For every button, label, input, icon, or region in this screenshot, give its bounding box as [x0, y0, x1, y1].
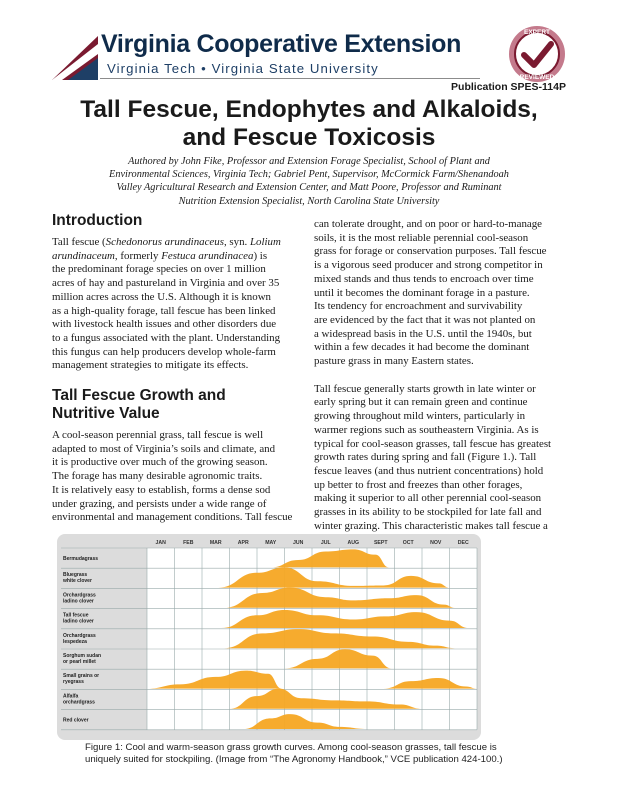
month-tick-label: JUL — [320, 540, 331, 546]
forage-row-label: or pearl millet — [63, 659, 96, 665]
month-tick-label: APR — [237, 540, 249, 546]
forage-row-label: orchardgrass — [63, 699, 95, 706]
left-column — [52, 212, 304, 525]
text-line — [52, 250, 304, 264]
text-line: growth rates during spring and fall (Figure 1.). Tall — [314, 451, 537, 464]
right-paragraph-2 — [314, 383, 568, 534]
text-line: within a few decades it had become the dominant — [314, 341, 530, 354]
forage-row-label: ryegrass — [63, 679, 84, 686]
text-line: pasture grass in many Eastern states. — [314, 355, 474, 368]
text-line — [52, 291, 304, 305]
text-segment: with livestock health issues and other disorders due — [52, 318, 277, 331]
author-line: Nutrition Extension Specialist, North Carolina State University — [178, 195, 440, 207]
caption-line: uniquely suited for stockpiling. (Image from “The Agronomy Handbook,” VCE publication 424-100.) — [85, 754, 503, 766]
text-segment: as a high-quality forage, tall fescue has been linked — [52, 304, 276, 317]
introduction-text — [52, 236, 304, 373]
text-line: can tolerate drought, and on poor or hard-to-manage — [314, 218, 543, 230]
brand-subtitle: Virginia Tech • Virginia State University — [107, 61, 379, 76]
text-line — [52, 346, 304, 360]
text-segment: Tall fescue ( — [52, 236, 106, 248]
text-line: until it becomes the dominant forage in a pasture. — [314, 286, 530, 299]
caption-line: Figure 1: Cool and warm-season grass growth curves. Among cool-season grasses, tall fescue is — [85, 742, 497, 753]
title-line: and Fescue Toxicosis — [182, 124, 436, 151]
text-line: It is relatively easy to establish, forms a dense sod — [52, 483, 271, 496]
text-line: Tall fescue generally starts growth in late winter or — [314, 382, 536, 395]
text-line — [52, 263, 304, 277]
growth-text — [52, 429, 304, 525]
forage-row-label: Bluegrass — [63, 572, 88, 579]
document-title — [30, 96, 588, 152]
forage-row-label: Orchardgrass — [63, 632, 96, 639]
growth-heading — [52, 387, 304, 423]
text-line: fescue leaves (and thus nutrient concentrations) hold — [314, 464, 544, 477]
expert-reviewed-seal — [507, 24, 567, 84]
extension-logo-mark — [52, 36, 98, 80]
text-line: grasses in its ability to be stockpiled for late fall and — [314, 506, 542, 519]
forage-row-label: Orchardgrass — [63, 592, 96, 599]
text-line: adapted to most of Virginia’s soils and climate, and — [52, 442, 276, 455]
text-line: soils, it is the most reliable perennial cool-season — [314, 231, 529, 244]
text-line: warmer regions such as southeastern Virginia. As is — [314, 423, 539, 436]
right-paragraph-1 — [314, 218, 568, 369]
text-line: growing throughout mild winters, particularly in — [314, 410, 526, 423]
text-line — [52, 318, 304, 332]
text-segment: the predominant forage species on over 1 million — [52, 263, 266, 276]
text-line — [52, 236, 304, 250]
text-segment: , syn. — [223, 236, 250, 248]
forage-row-label: Sorghum sudan — [63, 653, 102, 659]
month-tick-label: JUN — [293, 540, 304, 546]
text-segment: to a fungus associated with the plant. Understanding — [52, 331, 281, 344]
text-segment: management strategies to mitigate its effects. — [52, 359, 249, 372]
forage-row-label: Tall fescue — [63, 612, 89, 619]
scientific-name: Schedonorus arundinaceus — [105, 236, 224, 248]
publication-number: Publication SPES-114P — [451, 81, 566, 93]
month-tick-label: NOV — [430, 540, 442, 546]
forage-row-label: white clover — [63, 578, 92, 585]
growth-curve-figure — [57, 534, 481, 740]
text-segment: million acres across the U.S. Although it is known — [52, 290, 272, 303]
text-line: mixed stands and thus tends to encroach over time — [314, 272, 534, 285]
text-line: grass for forage or conservation purposes. Tall fescue — [314, 245, 547, 258]
text-line — [52, 277, 304, 291]
text-line: typical for cool-season grasses, tall fescue has greatest — [314, 437, 552, 450]
month-tick-label: FEB — [183, 540, 194, 546]
month-tick-label: MAR — [209, 540, 222, 546]
text-line: it is productive over much of the growing season. — [52, 456, 268, 469]
title-line: Tall Fescue, Endophytes and Alkaloids, — [80, 96, 538, 123]
svg-text:REVIEWED: REVIEWED — [519, 74, 555, 81]
month-tick-label: OCT — [402, 540, 414, 546]
introduction-heading: Introduction — [52, 212, 143, 229]
text-line — [52, 305, 304, 319]
header-rule — [100, 78, 480, 79]
text-line: are evidenced by the fact that it was not planted on — [314, 313, 536, 326]
forage-row-label: lespedeza — [63, 638, 87, 645]
month-tick-label: MAY — [265, 540, 277, 546]
scientific-name: Lolium — [249, 236, 281, 248]
text-line: is a vigorous seed producer and strong competitor in — [314, 259, 543, 272]
month-tick-label: AUG — [347, 540, 360, 546]
text-segment: ) is — [253, 249, 268, 262]
forage-row-label: Bermudagrass — [63, 556, 99, 562]
forage-row-label: Small grains or — [63, 673, 100, 680]
text-line: environmental and management conditions. Tall fescue — [52, 511, 293, 524]
text-segment: , formerly — [114, 249, 162, 262]
author-line: Environmental Sciences, Virginia Tech; Gabriel Pent, Supervisor, McCormick Farm/Shenandoah — [109, 169, 509, 181]
text-segment: acres of hay and pastureland in Virginia and over 35 — [52, 277, 280, 290]
text-line: under grazing, and persists under a wide range of — [52, 497, 267, 510]
forage-row-label: ladino clover — [63, 618, 94, 625]
brand-title: Virginia Cooperative Extension — [101, 30, 462, 58]
growth-curve-chart — [57, 534, 481, 740]
text-line: A cool-season perennial grass, tall fescue is well — [52, 429, 264, 442]
text-line: Its tendency for encroachment and survivability — [314, 300, 523, 313]
text-line: a widespread basis in the U.S. until the 1940s, but — [314, 327, 532, 340]
text-line: up better to frost and freezes than other forages, — [314, 478, 523, 491]
forage-row-label: Red clover — [63, 717, 89, 724]
growth-heading-line: Nutritive Value — [52, 405, 160, 423]
author-line: Authored by John Fike, Professor and Extension Forage Specialist, School of Plant and — [128, 156, 490, 167]
month-tick-label: JAN — [155, 540, 166, 546]
forage-row-label: ladino clover — [63, 598, 94, 605]
text-line: The forage has many desirable agronomic traits. — [52, 470, 263, 483]
text-line — [52, 359, 304, 373]
text-line — [52, 332, 304, 346]
scientific-name: Festuca arundinacea — [161, 249, 254, 262]
svg-text:EXPERT: EXPERT — [523, 29, 551, 36]
growth-heading-line: Tall Fescue Growth and — [52, 387, 226, 405]
forage-row-label: Alfalfa — [63, 693, 79, 700]
text-line: making it superior to all other perennial cool-season — [314, 492, 542, 505]
author-line: Valley Agricultural Research and Extension Center, and Matt Poore, Professor and Ruminant — [116, 182, 502, 194]
author-credits — [75, 155, 543, 208]
figure-caption — [85, 742, 525, 766]
text-line: early spring but it can remain green and continue — [314, 396, 528, 409]
month-tick-label: SEPT — [373, 540, 388, 546]
scientific-name: arundinaceum — [52, 249, 115, 262]
right-column — [314, 218, 568, 533]
month-tick-label: DEC — [457, 540, 469, 546]
text-line: winter grazing. This characteristic makes tall fescue a — [314, 519, 548, 532]
text-segment: this fungus can help producers develop whole-farm — [52, 345, 276, 358]
